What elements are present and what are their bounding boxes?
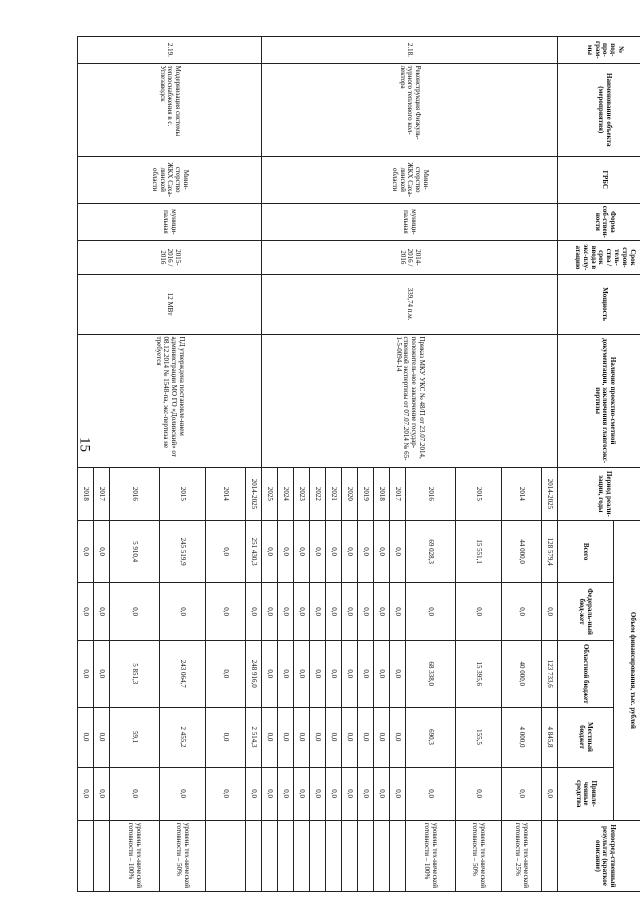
private-cell: 0,0 bbox=[110, 767, 160, 820]
regional-cell: 0,0 bbox=[326, 640, 342, 707]
local-cell: 0,0 bbox=[262, 707, 278, 767]
period-cell: 2015 bbox=[456, 467, 502, 520]
federal-cell: 0,0 bbox=[358, 583, 374, 641]
regional-cell: 0,0 bbox=[262, 640, 278, 707]
federal-cell: 0,0 bbox=[456, 583, 502, 641]
local-cell: 4 845,8 bbox=[542, 707, 558, 767]
federal-cell: 0,0 bbox=[78, 583, 94, 641]
header-local: Местный бюджет bbox=[558, 707, 614, 767]
period-cell: 2018 bbox=[374, 467, 390, 520]
object-name: Модернизация системы теплоснабжения в с. Углезаводск bbox=[78, 63, 262, 156]
federal-cell: 0,0 bbox=[390, 583, 406, 641]
period-cell: 2014-2025 bbox=[542, 467, 558, 520]
object-name: Реконструкция Физкуль-турного теплового кол-лектора bbox=[262, 63, 558, 156]
period-cell: 2014 bbox=[206, 467, 246, 520]
private-cell: 0,0 bbox=[358, 767, 374, 820]
period-cell: 2020 bbox=[342, 467, 358, 520]
regional-cell: 5 851,3 bbox=[110, 640, 160, 707]
local-cell: 4 000,0 bbox=[502, 707, 542, 767]
doc-status: ПД утверждена постановле-нием администрации МО ГО «Долинский» от 08.12.2014 № 1548-па, экс-пертиза не требуется bbox=[78, 334, 262, 467]
regional-cell: 0,0 bbox=[278, 640, 294, 707]
period-cell: 2018 bbox=[78, 467, 94, 520]
header-period-build: Срок строи-тель-ства / срок ввода в экс-плу-атацию bbox=[558, 241, 640, 274]
doc-status: Приказ МКУ УКС № 48/П от 23.07.2014, положитель-ное заключение государ-ственной экспертизы от 07.07.2014 № 65-1-5-0094-14 bbox=[262, 334, 558, 467]
private-cell: 0,0 bbox=[262, 767, 278, 820]
regional-cell: 0,0 bbox=[294, 640, 310, 707]
result-cell bbox=[78, 820, 94, 891]
regional-cell: 15 395,6 bbox=[456, 640, 502, 707]
header-ownership: Форма соб-ствен-ности bbox=[558, 203, 640, 241]
private-cell: 0,0 bbox=[310, 767, 326, 820]
period-build: 2015-2016 / 2016 bbox=[78, 241, 262, 274]
local-cell: 0,0 bbox=[390, 707, 406, 767]
period-cell: 2024 bbox=[278, 467, 294, 520]
local-cell: 0,0 bbox=[294, 707, 310, 767]
federal-cell: 0,0 bbox=[342, 583, 358, 641]
result-cell bbox=[342, 820, 358, 891]
header-doc: Наличие проектно-сметной документации, заключения главгосэкс-пертизы bbox=[558, 334, 640, 467]
table-body bbox=[78, 37, 558, 892]
regional-cell: 0,0 bbox=[390, 640, 406, 707]
private-cell: 0,0 bbox=[78, 767, 94, 820]
total-cell: 0,0 bbox=[310, 521, 326, 583]
federal-cell: 0,0 bbox=[502, 583, 542, 641]
private-cell: 0,0 bbox=[542, 767, 558, 820]
regional-cell: 0,0 bbox=[342, 640, 358, 707]
result-cell bbox=[326, 820, 342, 891]
result-cell bbox=[262, 820, 278, 891]
grbs: Мини-стерство ЖКХ Саха-линской области bbox=[78, 156, 262, 203]
result-cell: уровень тех-нической готовности – 100% bbox=[406, 820, 456, 891]
ownership: муници-пальная bbox=[262, 203, 558, 241]
private-cell: 0,0 bbox=[456, 767, 502, 820]
result-cell bbox=[278, 820, 294, 891]
total-cell: 0,0 bbox=[374, 521, 390, 583]
federal-cell: 0,0 bbox=[262, 583, 278, 641]
total-cell: 0,0 bbox=[262, 521, 278, 583]
header-num: № под-про-грам-мы bbox=[558, 37, 640, 64]
total-cell: 44 000,0 bbox=[502, 521, 542, 583]
result-cell bbox=[94, 820, 110, 891]
regional-cell: 0,0 bbox=[78, 640, 94, 707]
private-cell: 0,0 bbox=[342, 767, 358, 820]
total-cell: 251 430,3 bbox=[246, 521, 262, 583]
total-cell: 128 579,4 bbox=[542, 521, 558, 583]
private-cell: 0,0 bbox=[246, 767, 262, 820]
local-cell: 0,0 bbox=[374, 707, 390, 767]
federal-cell: 0,0 bbox=[246, 583, 262, 641]
result-cell bbox=[246, 820, 262, 891]
local-cell: 690,3 bbox=[406, 707, 456, 767]
regional-cell: 40 000,0 bbox=[502, 640, 542, 707]
period-cell: 2014 bbox=[502, 467, 542, 520]
result-cell bbox=[310, 820, 326, 891]
local-cell: 0,0 bbox=[94, 707, 110, 767]
total-cell: 0,0 bbox=[206, 521, 246, 583]
regional-cell: 123 733,6 bbox=[542, 640, 558, 707]
period-cell: 2016 bbox=[406, 467, 456, 520]
regional-cell: 0,0 bbox=[94, 640, 110, 707]
local-cell: 0,0 bbox=[310, 707, 326, 767]
row-num: 2.18. bbox=[262, 37, 558, 64]
period-cell: 2017 bbox=[390, 467, 406, 520]
total-cell: 0,0 bbox=[358, 521, 374, 583]
private-cell: 0,0 bbox=[502, 767, 542, 820]
private-cell: 0,0 bbox=[390, 767, 406, 820]
private-cell: 0,0 bbox=[206, 767, 246, 820]
total-cell: 5 910,4 bbox=[110, 521, 160, 583]
total-cell: 0,0 bbox=[78, 521, 94, 583]
result-cell: уровень тех-нической готовности – 25% bbox=[502, 820, 542, 891]
period-cell: 2016 bbox=[110, 467, 160, 520]
regional-cell: 0,0 bbox=[206, 640, 246, 707]
header-private: Привле-ченные средства bbox=[558, 767, 614, 820]
regional-cell: 243 064,7 bbox=[160, 640, 206, 707]
local-cell: 59,1 bbox=[110, 707, 160, 767]
federal-cell: 0,0 bbox=[406, 583, 456, 641]
total-cell: 0,0 bbox=[94, 521, 110, 583]
local-cell: 0,0 bbox=[342, 707, 358, 767]
header-federal: Федераль-ный бюд-жет bbox=[558, 583, 614, 641]
result-cell bbox=[358, 820, 374, 891]
result-cell: уровень тех-нической готовности – 50% bbox=[456, 820, 502, 891]
federal-cell: 0,0 bbox=[160, 583, 206, 641]
period-cell: 2015 bbox=[160, 467, 206, 520]
federal-cell: 0,0 bbox=[206, 583, 246, 641]
private-cell: 0,0 bbox=[374, 767, 390, 820]
local-cell: 2 514,3 bbox=[246, 707, 262, 767]
local-cell: 0,0 bbox=[326, 707, 342, 767]
result-cell bbox=[542, 820, 558, 891]
result-cell: уровень тех-нической готовности – 50% bbox=[160, 820, 206, 891]
table-row bbox=[246, 37, 262, 892]
total-cell: 0,0 bbox=[294, 521, 310, 583]
table-row bbox=[542, 37, 558, 892]
local-cell: 155,5 bbox=[456, 707, 502, 767]
regional-cell: 248 916,0 bbox=[246, 640, 262, 707]
header-regional: Областной бюджет bbox=[558, 640, 614, 707]
federal-cell: 0,0 bbox=[94, 583, 110, 641]
header-name: Наименование объекта (мероприятия) bbox=[558, 63, 640, 156]
result-cell bbox=[206, 820, 246, 891]
period-cell: 2023 bbox=[294, 467, 310, 520]
federal-cell: 0,0 bbox=[110, 583, 160, 641]
regional-cell: 0,0 bbox=[310, 640, 326, 707]
total-cell: 15 551,1 bbox=[456, 521, 502, 583]
period-cell: 2019 bbox=[358, 467, 374, 520]
page-number: 15 bbox=[76, 437, 93, 452]
capacity: 12 МВт bbox=[78, 274, 262, 334]
header-capacity: Мощность bbox=[558, 274, 640, 334]
period-cell: 2014-2025 bbox=[246, 467, 262, 520]
result-cell: уровень тех-нической готовности – 100% bbox=[110, 820, 160, 891]
federal-cell: 0,0 bbox=[278, 583, 294, 641]
result-cell bbox=[390, 820, 406, 891]
local-cell: 0,0 bbox=[358, 707, 374, 767]
funding-table bbox=[77, 36, 640, 892]
header-grbs: ГРБС bbox=[558, 156, 640, 203]
federal-cell: 0,0 bbox=[374, 583, 390, 641]
result-cell bbox=[294, 820, 310, 891]
total-cell: 245 519,9 bbox=[160, 521, 206, 583]
total-cell: 0,0 bbox=[326, 521, 342, 583]
private-cell: 0,0 bbox=[294, 767, 310, 820]
private-cell: 0,0 bbox=[278, 767, 294, 820]
regional-cell: 68 338,0 bbox=[406, 640, 456, 707]
header-row-1 bbox=[614, 37, 640, 892]
capacity: 339,74 п.м. bbox=[262, 274, 558, 334]
period-cell: 2025 bbox=[262, 467, 278, 520]
period-cell: 2017 bbox=[94, 467, 110, 520]
total-cell: 0,0 bbox=[278, 521, 294, 583]
local-cell: 0,0 bbox=[78, 707, 94, 767]
total-cell: 69 028,3 bbox=[406, 521, 456, 583]
result-cell bbox=[374, 820, 390, 891]
federal-cell: 0,0 bbox=[542, 583, 558, 641]
private-cell: 0,0 bbox=[160, 767, 206, 820]
row-num: 2.19. bbox=[78, 37, 262, 64]
header-period: Период реали-зации, годы bbox=[558, 467, 640, 520]
grbs: Мини-стерство ЖКХ Саха-линской области bbox=[262, 156, 558, 203]
total-cell: 0,0 bbox=[390, 521, 406, 583]
private-cell: 0,0 bbox=[406, 767, 456, 820]
regional-cell: 0,0 bbox=[374, 640, 390, 707]
private-cell: 0,0 bbox=[326, 767, 342, 820]
local-cell: 0,0 bbox=[206, 707, 246, 767]
regional-cell: 0,0 bbox=[358, 640, 374, 707]
header-total: Всего bbox=[558, 521, 614, 583]
ownership: муници-пальная bbox=[78, 203, 262, 241]
federal-cell: 0,0 bbox=[326, 583, 342, 641]
period-build: 2014-2016 / 2016 bbox=[262, 241, 558, 274]
federal-cell: 0,0 bbox=[310, 583, 326, 641]
local-cell: 2 455,2 bbox=[160, 707, 206, 767]
period-cell: 2022 bbox=[310, 467, 326, 520]
total-cell: 0,0 bbox=[342, 521, 358, 583]
period-cell: 2021 bbox=[326, 467, 342, 520]
header-result: Непосред-ственный результат (краткое описание) bbox=[558, 820, 640, 891]
private-cell: 0,0 bbox=[94, 767, 110, 820]
local-cell: 0,0 bbox=[278, 707, 294, 767]
federal-cell: 0,0 bbox=[294, 583, 310, 641]
header-funding: Объем финансирования, тыс. рублей bbox=[614, 521, 640, 821]
